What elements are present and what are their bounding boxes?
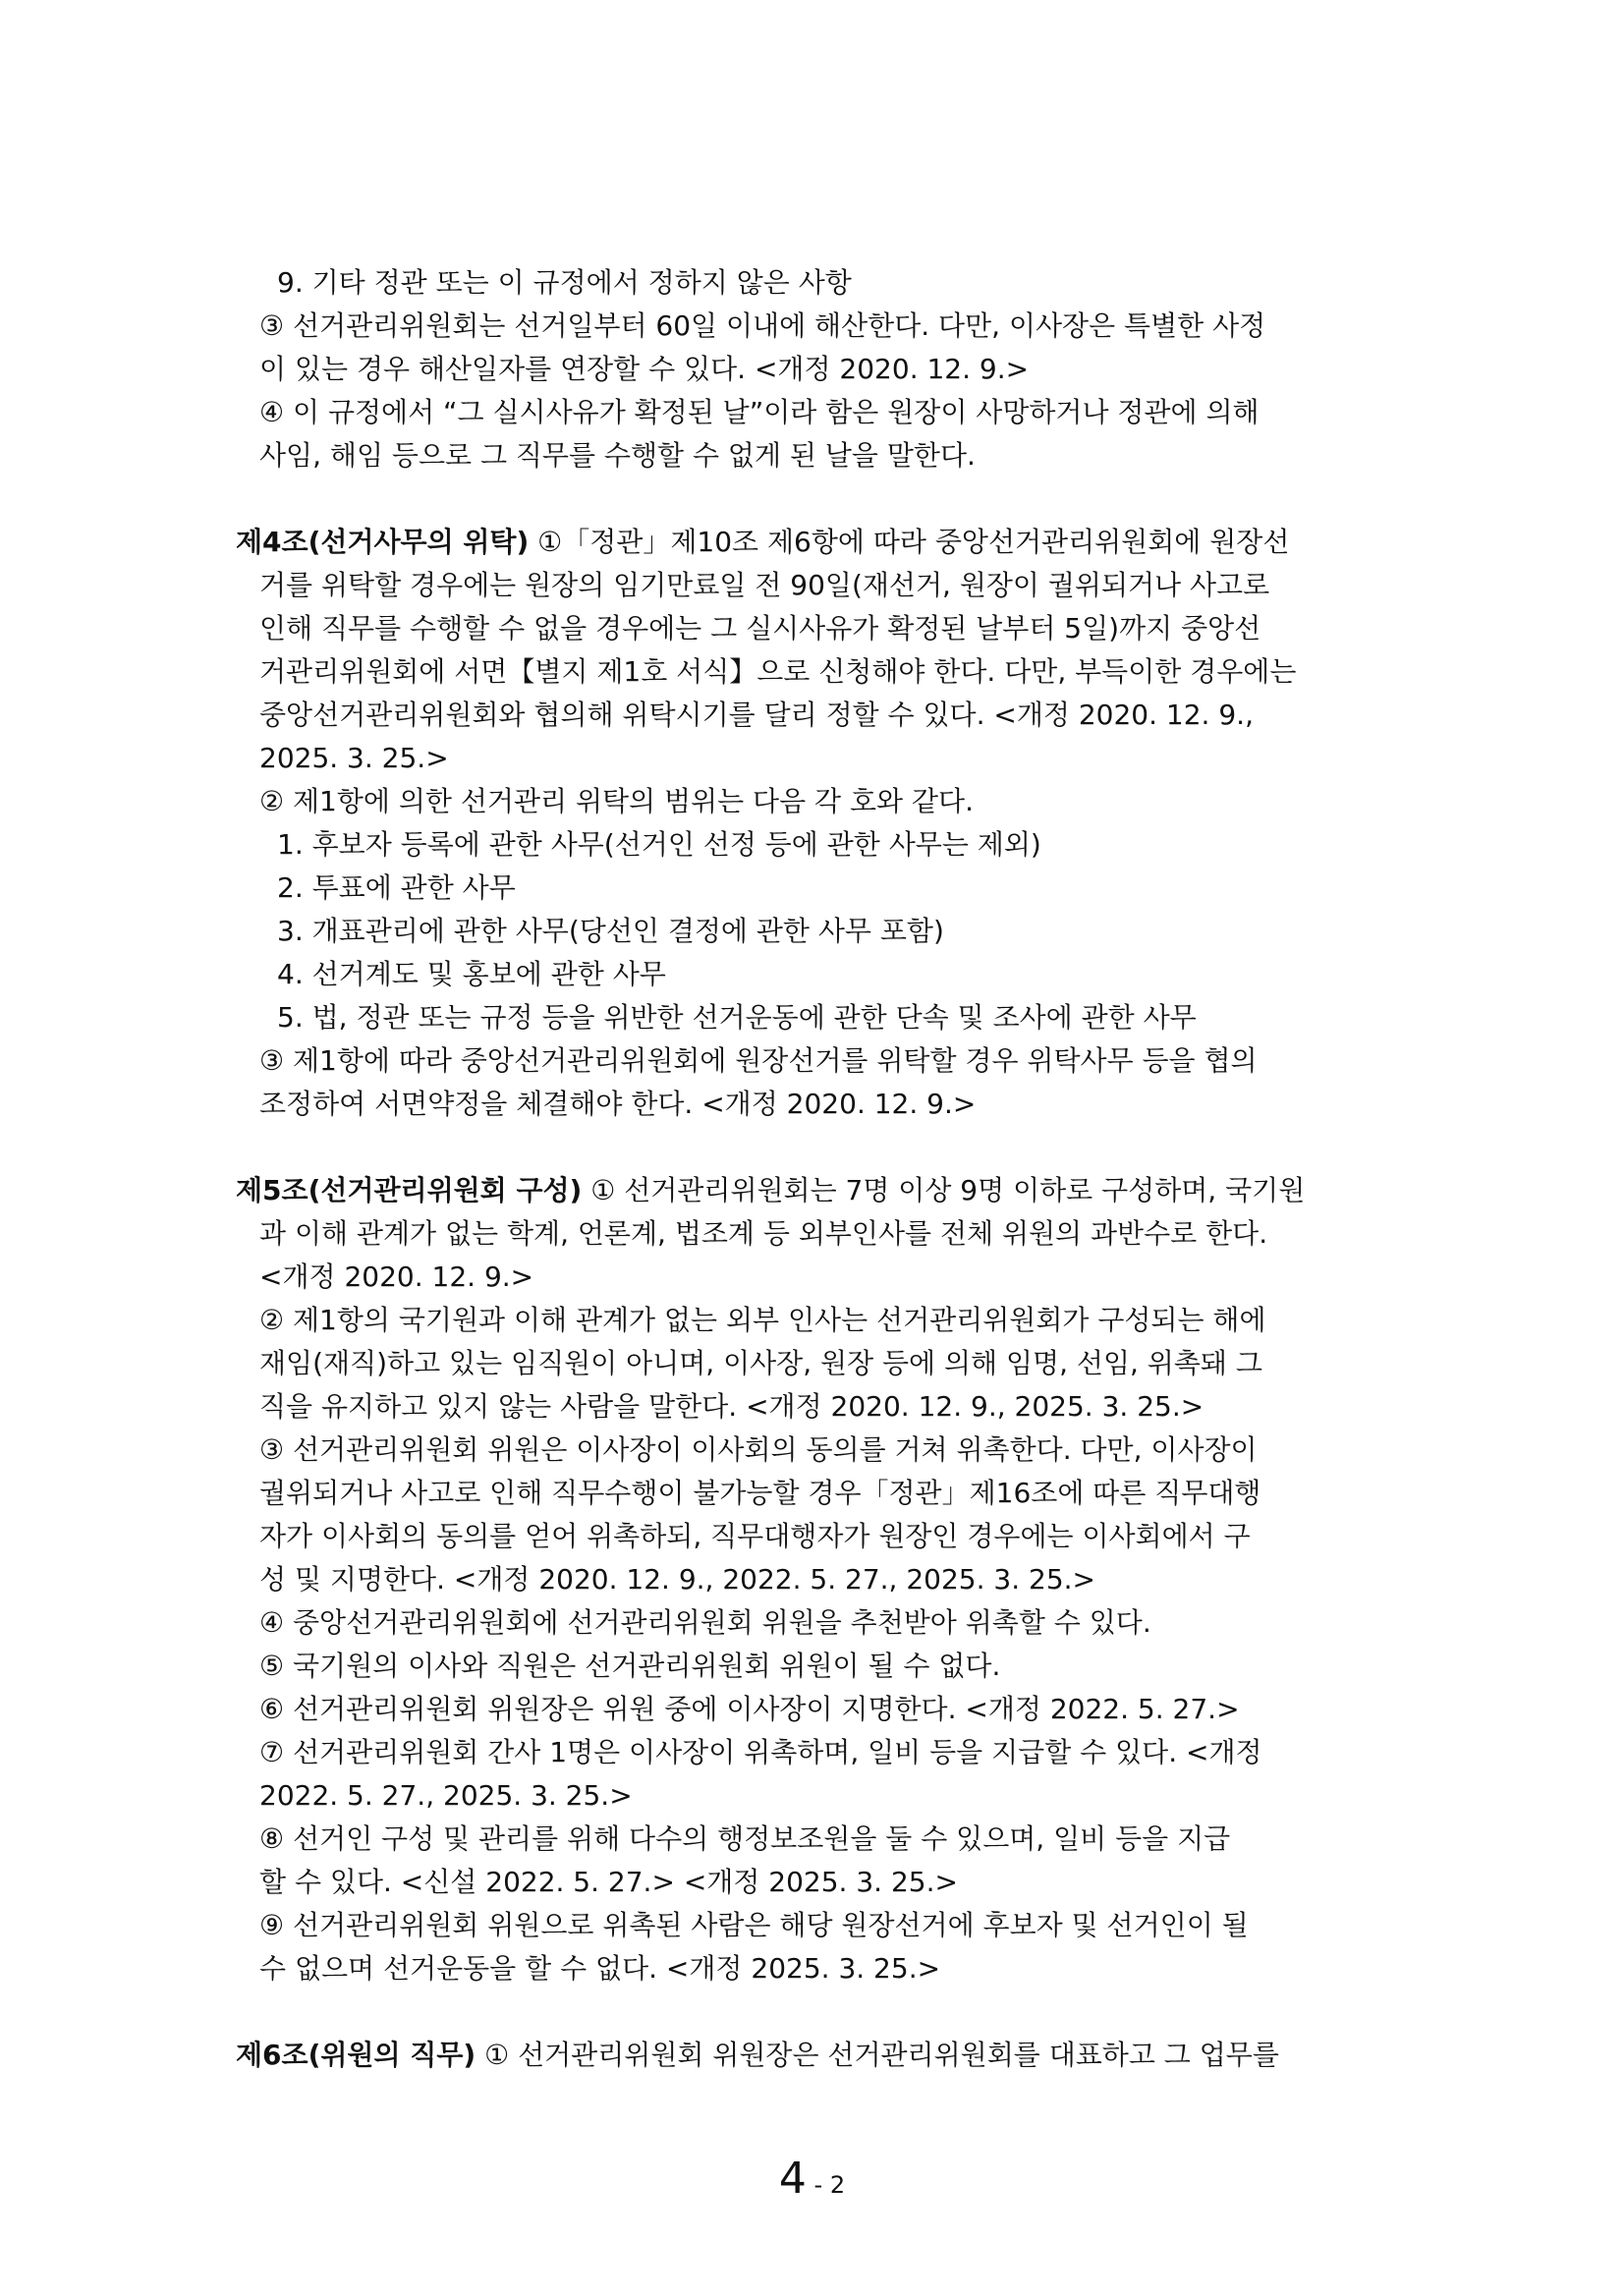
article-text: ①「정관」제10조 제6항에 따라 중앙선거관리위원회에 원장선 bbox=[529, 526, 1290, 558]
list-item: 1. 후보자 등록에 관한 사무(선거인 선정 등에 관한 사무는 제외) bbox=[277, 828, 1041, 861]
continuation-line: 재임(재직)하고 있는 임직원이 아니며, 이사장, 원장 등에 의해 임명, 선임, 위촉돼 그 bbox=[259, 1347, 1262, 1379]
continuation-line: 2025. 3. 25.> bbox=[259, 742, 449, 774]
list-item: 9. 기타 정관 또는 이 규정에서 정하지 않은 사항 bbox=[277, 266, 852, 299]
list-item: 2. 투표에 관한 사무 bbox=[277, 871, 516, 904]
paragraph-line: ③ 선거관리위원회는 선거일부터 60일 이내에 해산한다. 다만, 이사장은 특별한 사정 bbox=[259, 309, 1266, 342]
continuation-line: 성 및 지명한다. <개정 2020. 12. 9., 2022. 5. 27., 2025. 3. 25.> bbox=[259, 1563, 1096, 1596]
article-heading: 제5조(선거관리위원회 구성) bbox=[236, 1174, 583, 1206]
continuation-line: 거관리위원회에 서면【별지 제1호 서식】으로 신청해야 한다. 다만, 부득이한 경우에는 bbox=[259, 655, 1297, 688]
continuation-line: 궐위되거나 사고로 인해 직무수행이 불가능할 경우「정관」제16조에 따른 직무대행 bbox=[259, 1477, 1261, 1509]
continuation-line: 할 수 있다. <신설 2022. 5. 27.> <개정 2025. 3. 25.> bbox=[259, 1866, 958, 1898]
continuation-line: 과 이해 관계가 없는 학계, 언론계, 법조계 등 외부인사를 전체 위원의 과반수로 한다. bbox=[259, 1217, 1268, 1250]
continuation-line: 중앙선거관리위원회와 협의해 위탁시기를 달리 정할 수 있다. <개정 2020. 12. 9., bbox=[259, 699, 1254, 731]
continuation-line: <개정 2020. 12. 9.> bbox=[259, 1260, 534, 1293]
continuation-line: 자가 이사회의 동의를 얻어 위촉하되, 직무대행자가 원장인 경우에는 이사회에서 구 bbox=[259, 1520, 1251, 1552]
paragraph-line: ⑦ 선거관리위원회 간사 1명은 이사장이 위촉하며, 일비 등을 지급할 수 있다. <개정 bbox=[259, 1736, 1262, 1768]
paragraph-line: ⑥ 선거관리위원회 위원장은 위원 중에 이사장이 지명한다. <개정 2022. 5. 27.> bbox=[259, 1693, 1240, 1725]
paragraph-line: ⑨ 선거관리위원회 위원으로 위촉된 사람은 해당 원장선거에 후보자 및 선거인이 될 bbox=[259, 1909, 1249, 1941]
page-number bbox=[0, 2154, 1624, 2204]
paragraph-line: ③ 제1항에 따라 중앙선거관리위원회에 원장선거를 위탁할 경우 위탁사무 등을 협의 bbox=[259, 1044, 1258, 1077]
paragraph-line: ③ 선거관리위원회 위원은 이사장이 이사회의 동의를 거쳐 위촉한다. 다만, 이사장이 bbox=[259, 1433, 1258, 1466]
paragraph-line: ② 제1항의 국기원과 이해 관계가 없는 외부 인사는 선거관리위원회가 구성되는 해에 bbox=[259, 1304, 1266, 1336]
paragraph-gap bbox=[236, 1990, 1405, 2034]
list-item: 3. 개표관리에 관한 사무(당선인 결정에 관한 사무 포함) bbox=[277, 915, 944, 947]
continuation-line: 조정하여 서면약정을 체결해야 한다. <개정 2020. 12. 9.> bbox=[259, 1088, 977, 1120]
paragraph-line: ④ 중앙선거관리위원회에 선거관리위원회 위원을 추천받아 위촉할 수 있다. bbox=[259, 1606, 1151, 1639]
continuation-line: 수 없으며 선거운동을 할 수 없다. <개정 2025. 3. 25.> bbox=[259, 1952, 941, 1985]
continuation-line: 2022. 5. 27., 2025. 3. 25.> bbox=[259, 1779, 633, 1812]
article-line bbox=[236, 1169, 1405, 1212]
article-heading: 제6조(위원의 직무) bbox=[236, 2039, 476, 2071]
list-item: 5. 법, 정관 또는 규정 등을 위반한 선거운동에 관한 단속 및 조사에 관한 사무 bbox=[277, 1001, 1197, 1034]
continuation-line: 거를 위탁할 경우에는 원장의 임기만료일 전 90일(재선거, 원장이 궐위되거나 사고로 bbox=[259, 569, 1270, 601]
list-item: 4. 선거계도 및 홍보에 관한 사무 bbox=[277, 958, 666, 990]
paragraph-gap bbox=[236, 477, 1405, 521]
page-sub-number: 2 bbox=[829, 2171, 846, 2199]
continuation-line: 이 있는 경우 해산일자를 연장할 수 있다. <개정 2020. 12. 9.> bbox=[259, 353, 1030, 385]
document-body bbox=[236, 261, 1405, 2077]
article-line bbox=[236, 521, 1405, 564]
continuation-line: 인해 직무를 수행할 수 없을 경우에는 그 실시사유가 확정된 날부터 5일)까지 중앙선 bbox=[259, 612, 1261, 644]
paragraph-gap bbox=[236, 1126, 1405, 1169]
continuation-line: 사임, 해임 등으로 그 직무를 수행할 수 없게 된 날을 말한다. bbox=[259, 439, 976, 472]
paragraph-line: ⑤ 국기원의 이사와 직원은 선거관리위원회 위원이 될 수 없다. bbox=[259, 1650, 1001, 1682]
page-chapter-number: 4 bbox=[778, 2154, 807, 2204]
paragraph-line: ④ 이 규정에서 “그 실시사유가 확정된 날”이라 함은 원장이 사망하거나 정관에 의해 bbox=[259, 396, 1260, 428]
article-line bbox=[236, 2034, 1405, 2077]
article-text: ① 선거관리위원회는 7명 이상 9명 이하로 구성하며, 국기원 bbox=[582, 1174, 1306, 1206]
continuation-line: 직을 유지하고 있지 않는 사람을 말한다. <개정 2020. 12. 9., 2025. 3. 25.> bbox=[259, 1390, 1204, 1423]
paragraph-line: ② 제1항에 의한 선거관리 위탁의 범위는 다음 각 호와 같다. bbox=[259, 785, 974, 817]
page-separator: - bbox=[806, 2171, 830, 2199]
paragraph-line: ⑧ 선거인 구성 및 관리를 위해 다수의 행정보조원을 둘 수 있으며, 일비 등을 지급 bbox=[259, 1822, 1231, 1855]
article-heading: 제4조(선거사무의 위탁) bbox=[236, 526, 530, 558]
article-text: ① 선거관리위원회 위원장은 선거관리위원회를 대표하고 그 업무를 bbox=[476, 2039, 1279, 2071]
